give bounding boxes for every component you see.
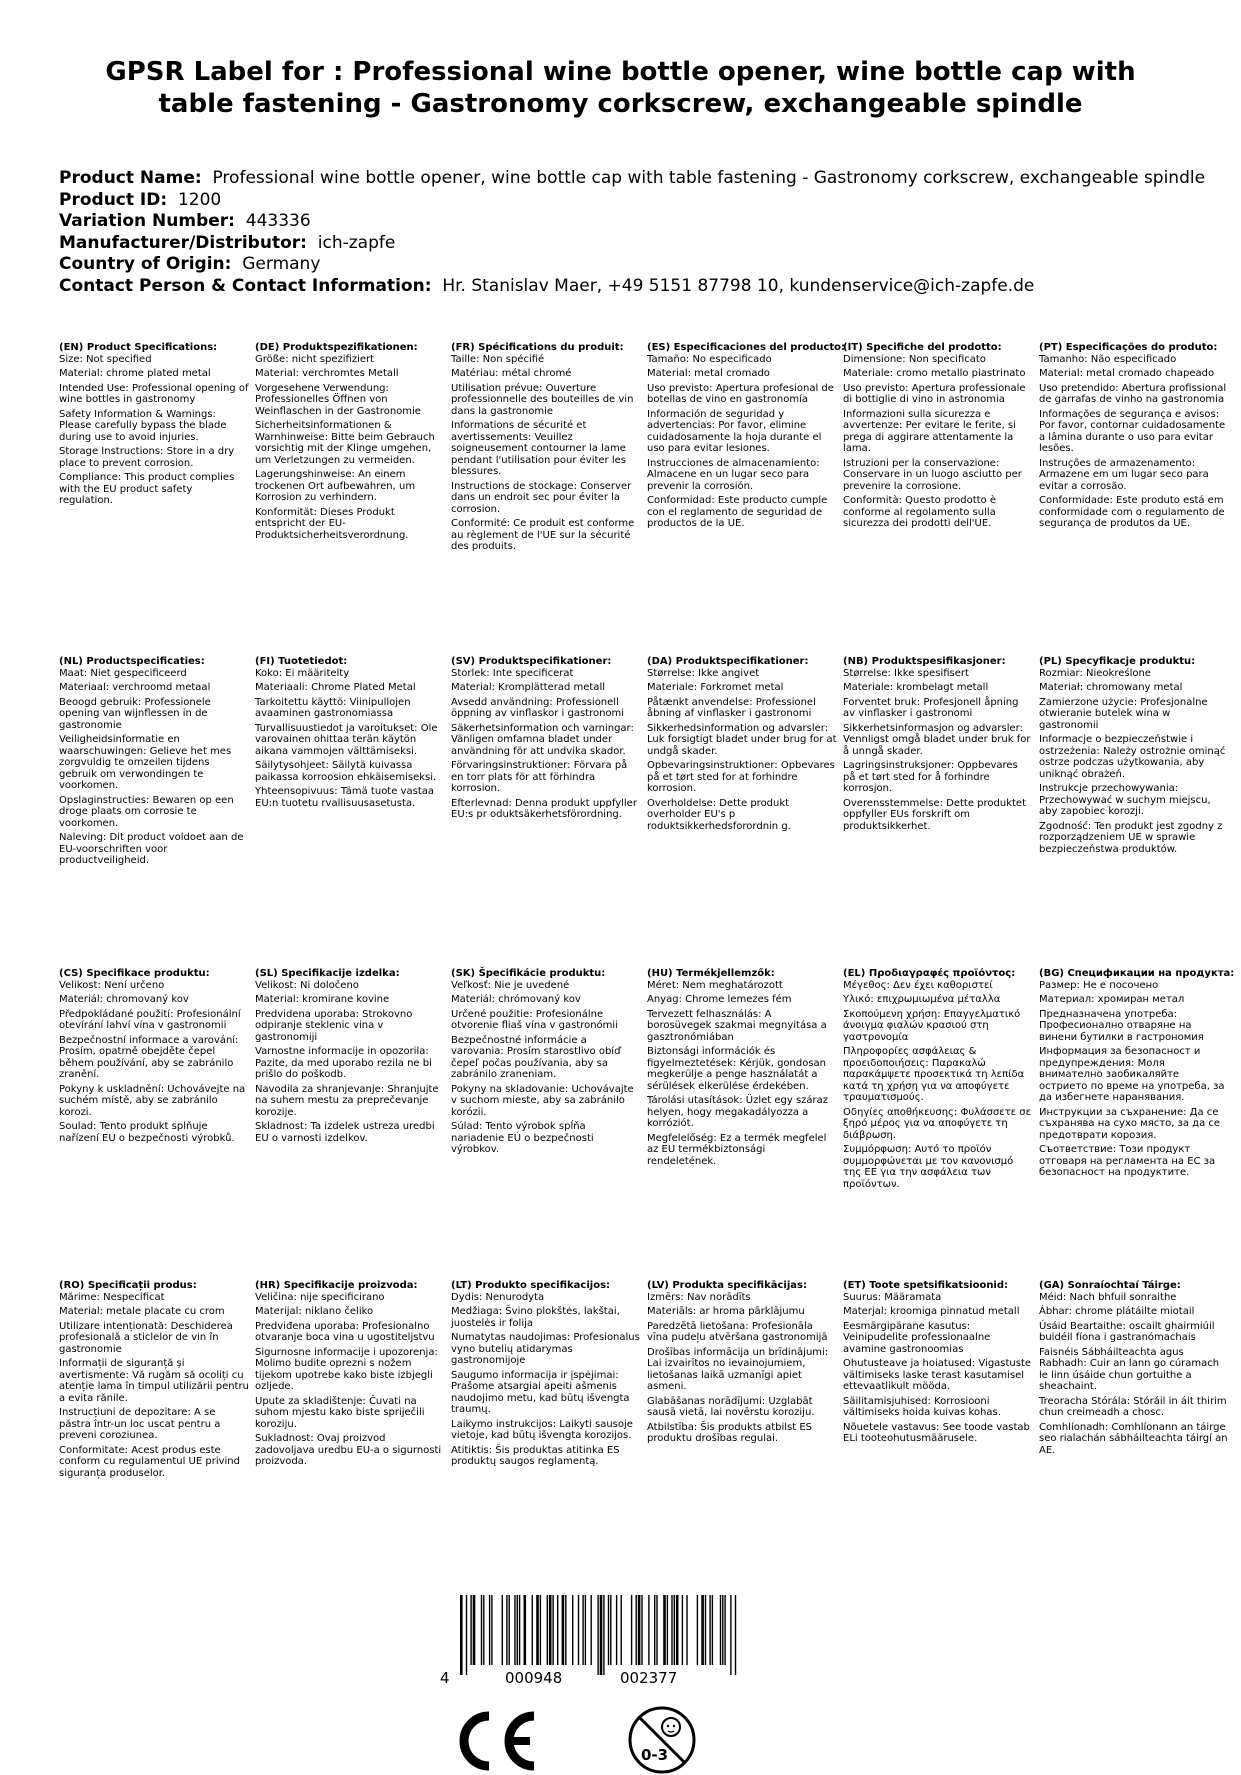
- spec-line: Veľkosť: Nie je uvedené: [451, 979, 570, 991]
- barcode-bar: [600, 1595, 603, 1675]
- spec-line: Materiál: chrómovaný kov: [451, 994, 581, 1005]
- spec-block: [255, 342, 445, 544]
- barcode-digits-left: 000948: [505, 1669, 563, 1685]
- barcode-bar: [509, 1595, 510, 1665]
- spec-line: Drošības informācija un brīdinājumi: Lai izvairītos no ievainojumiem, lietošanas laikā uzmanīgi apiet asmeni.: [647, 1346, 829, 1392]
- info-manufacturer: [59, 233, 1219, 255]
- spec-block: [1039, 1280, 1229, 1459]
- spec-block: [843, 1280, 1033, 1448]
- spec-line: Συμμόρφωση: Αυτό το προϊόν συμμορφώνεται με τον κανονισμό της ΕΕ για την ασφάλεια των προϊόντων.: [843, 1144, 1014, 1190]
- spec-line: Saugumo informacija ir įspėjimai: Prašome atsargiai apeiti ašmenis naudojimo metu, kad būtų išvengta traumų.: [451, 1369, 630, 1415]
- barcode-bars: [460, 1595, 736, 1675]
- barcode-bar: [682, 1595, 683, 1665]
- info-value: Germany: [242, 254, 321, 274]
- spec-block: [59, 1280, 249, 1482]
- barcode-bar: [631, 1595, 632, 1665]
- product-info: [59, 168, 1219, 297]
- spec-line: Rozmiar: Nieokreślone: [1039, 667, 1151, 679]
- spec-block: [59, 968, 249, 1147]
- spec-line: Materjal: kroomiga pinnatud metall: [843, 1306, 1020, 1317]
- spec-line: Instrucciones de almacenamiento: Almacene en un lugar seco para prevenir la corrosión.: [647, 457, 820, 492]
- barcode-bar: [638, 1595, 641, 1665]
- spec-block: [255, 968, 445, 1147]
- spec-line: Tamaño: No especificado: [647, 353, 772, 365]
- barcode-bar: [582, 1595, 583, 1665]
- spec-line: Intended Use: Professional opening of wine bottles in gastronomy: [59, 382, 249, 405]
- spec-block: [255, 656, 445, 812]
- barcode-bar: [730, 1595, 731, 1675]
- spec-line: Maat: Niet gespecificeerd: [59, 667, 187, 679]
- spec-line: Taille: Non spécifié: [451, 353, 545, 365]
- spec-line: Comhlíonadh: Comhlíonann an táirge seo rialachán sábháilteachta táirgí an AE.: [1039, 1421, 1228, 1456]
- spec-line: Materijal: niklano čeliko: [255, 1306, 374, 1317]
- barcode-bar: [701, 1595, 704, 1665]
- spec-line: Sikkerhetsinformasjon og advarsler: Vennligst omgå bladet under bruk for å unngå skader.: [843, 722, 1031, 757]
- spec-line: Upute za skladištenje: Čuvati na suhom mjestu kako biste spriječili koroziju.: [255, 1395, 425, 1430]
- spec-line: Materiale: cromo metallo piastrinato: [843, 368, 1026, 379]
- spec-heading: (DE) Produktspezifikationen:: [255, 342, 418, 353]
- spec-line: Naleving: Dit product voldoet aan de EU-voorschriften voor productveiligheid.: [59, 832, 244, 866]
- spec-line: Tarkoitettu käyttö: Viinipullojen avaaminen gastronomiassa: [255, 696, 411, 719]
- spec-line: Säilitamisjuhised: Korrosiooni vältimiseks hoida kuivas kohas.: [843, 1395, 1001, 1418]
- spec-line: Velikost: Ni določeno: [255, 979, 359, 991]
- spec-heading: (EN) Product Specifications:: [59, 342, 218, 353]
- spec-heading: (FI) Tuotetiedot:: [255, 656, 348, 667]
- spec-line: Opbevaringsinstruktioner: Opbevares på et tørt sted for at forhindre korrosion.: [647, 760, 835, 794]
- info-label: Country of Origin:: [59, 254, 232, 274]
- spec-line: Tamanho: Não especificado: [1039, 353, 1177, 365]
- spec-line: Utilisation prévue: Ouverture professionnelle des bouteilles de vin dans la gastronomie: [451, 382, 634, 417]
- spec-block: [59, 342, 249, 510]
- spec-line: Información de seguridad y advertencias: Por favor, elimine cuidadosamente la hoja durante el uso para evitar lesiones.: [647, 408, 822, 454]
- spec-line: Glabāšanas norādījumi: Uzglabāt sausā vietā, lai novērstu koroziju.: [647, 1395, 815, 1418]
- spec-line: Bezpečnostní informace a varování: Prosím, opatrně obejděte čepel během používání, aby se zabránilo zranění.: [59, 1034, 239, 1080]
- barcode-bar: [517, 1595, 518, 1665]
- spec-block: [647, 1280, 837, 1448]
- spec-line: Anyag: Chrome lemezes fém: [647, 994, 792, 1005]
- spec-line: Conformité: Ce produit est conforme au règlement de l'UE sur la sécurité des produits.: [451, 518, 635, 552]
- barcode-bar: [562, 1595, 565, 1665]
- barcode-bar: [565, 1595, 566, 1665]
- barcode-bar: [519, 1595, 520, 1665]
- spec-line: Sukladnost: Ovaj proizvod zadovoljava uredbu EU-a o sigurnosti proizvoda.: [255, 1433, 442, 1467]
- spec-line: Informazioni sulla sicurezza e avvertenze: Per evitare le ferite, si prega di aggirare attentamente la lama.: [843, 408, 1016, 454]
- info-contact: [59, 276, 1219, 298]
- label-title: GPSR Label for : Professional wine bottle opener, wine bottle cap with table fastening - Gastronomy corkscrew, exchangeable spindle: [105, 57, 1136, 119]
- spec-line: Navodila za shranjevanje: Shranjujte na suhem mestu za preprečevanje korozije.: [255, 1083, 439, 1118]
- barcode-bar: [491, 1595, 492, 1665]
- spec-line: Beoogd gebruik: Professionele opening van wijnflessen in de gastronomie: [59, 696, 211, 731]
- spec-line: Πληροφορίες ασφάλειας & προειδοποιήσεις: Παρακαλώ παρακάμψετε προσεκτικά τη λεπίδα κατά τη χρήση για να αποφύγετε τραυματισμούς.: [843, 1046, 1025, 1103]
- spec-line: Safety Information & Warnings: Please carefully bypass the blade during use to avoid injuries.: [59, 408, 227, 443]
- spec-line: Sicherheitsinformationen & Warnhinweise: Bitte beim Gebrauch vorsichtig mit der Klinge umgehen, um Verletzungen zu vermeiden.: [255, 420, 435, 466]
- barcode-bar: [466, 1595, 467, 1675]
- spec-line: Påtænkt anvendelse: Professionel åbning af vinflasker i gastronomi: [647, 696, 816, 719]
- spec-block: [647, 656, 837, 835]
- spec-heading: (PL) Specyfikacje produktu:: [1039, 656, 1196, 667]
- spec-line: Størrelse: Ikke angivet: [647, 667, 760, 679]
- info-label: Variation Number:: [59, 211, 235, 231]
- spec-line: Izmērs: Nav norādīts: [647, 1291, 751, 1303]
- spec-line: Megfelelőség: Ez a termék megfelel az EU termékbiztonsági rendeletének.: [647, 1132, 827, 1167]
- spec-heading: (ES) Especificaciones del producto:: [647, 342, 846, 353]
- spec-heading: (HR) Specifikacije proizvoda:: [255, 1280, 418, 1291]
- spec-line: Размер: Не е посочено: [1039, 979, 1159, 991]
- spec-line: Förvaringsinstruktioner: Förvara på en torr plats för att förhindra korrosion.: [451, 760, 628, 794]
- spec-line: Vorgesehene Verwendung: Professionelles Öffnen von Weinflaschen in der Gastronomie: [255, 382, 421, 417]
- spec-line: Dimensione: Non specificato: [843, 353, 986, 365]
- spec-line: Materiale: Forkromet metal: [647, 682, 784, 693]
- spec-line: Информация за безопасност и предупреждения: Моля внимателно заобикаляйте острието по време на употреба, за да избегнете наранявания.: [1039, 1046, 1225, 1103]
- spec-heading: (SK) Špecifikácie produktu:: [451, 968, 606, 979]
- spec-block: [1039, 656, 1229, 858]
- spec-line: Súlad: Tento výrobok spĺňa nariadenie EÚ o bezpečnosti výrobkov.: [451, 1121, 594, 1155]
- spec-line: Pokyny na skladovanie: Uchovávajte v suchom mieste, aby sa zabránilo korózii.: [451, 1083, 634, 1118]
- spec-line: Faisnéis Sábháilteachta agus Rabhadh: Cuir an lann go cúramach le linn úsáide chun gortuithe a sheachaint.: [1039, 1346, 1220, 1392]
- spec-line: Mărime: Nespecificat: [59, 1291, 165, 1303]
- spec-line: Istruzioni per la conservazione: Conservare in un luogo asciutto per prevenire la corrosione.: [843, 457, 1022, 492]
- spec-line: Efterlevnad: Denna produkt uppfyller EU:s pr oduktsäkerhetsförordning.: [451, 797, 637, 820]
- barcode-bar: [552, 1595, 553, 1665]
- spec-line: Οδηγίες αποθήκευσης: Φυλάσσετε σε ξηρό μέρος για να αποφύγετε τη διάβρωση.: [843, 1106, 1032, 1141]
- spec-block: [843, 656, 1033, 835]
- info-label: Product Name:: [59, 168, 202, 188]
- barcode-bar: [557, 1595, 558, 1665]
- spec-line: Informations de sécurité et avertissements: Veuillez soigneusement contourner la lame pendant l'utilisation pour éviter les blessures.: [451, 420, 626, 477]
- spec-line: Compliance: This product complies with the EU product safety regulation.: [59, 472, 235, 506]
- info-label: Manufacturer/Distributor:: [59, 232, 307, 253]
- barcode-bar: [514, 1595, 515, 1665]
- spec-line: Υλικό: επιχρωμιωμένα μέταλλα: [843, 994, 1001, 1005]
- spec-line: Предназначена употреба: Професионално отваряне на винени бутилки в гастрономия: [1039, 1008, 1204, 1043]
- spec-line: Størrelse: Ikke spesifisert: [843, 667, 969, 679]
- spec-line: Eesmärgipärane kasutus: Veinipudelite professionaalne avamine gastronoomias: [843, 1320, 991, 1355]
- spec-heading: (FR) Spécifications du produit:: [451, 342, 624, 353]
- spec-line: Tervezett felhasználás: A borosüvegek szakmai megnyitása a gasztronómiában: [647, 1008, 827, 1043]
- spec-line: Instrucțiuni de depozitare: A se păstra într-un loc uscat pentru a preveni coroziunea.: [59, 1407, 221, 1441]
- spec-line: Material: metal cromado chapeado: [1039, 368, 1215, 379]
- spec-line: Informații de siguranță și avertismente: Vă rugăm să ocoliți cu atenție lama în timpul utilizării pentru a evita rănile.: [59, 1358, 249, 1404]
- barcode-bar: [610, 1595, 611, 1665]
- spec-line: Säkerhetsinformation och varningar: Vänligen omfamna bladet under användning för att undvika skador.: [451, 722, 634, 757]
- ce-mark-icon: [454, 1710, 539, 1772]
- spec-line: Opslaginstructies: Bewaren op een droge plaats om corrosie te voorkomen.: [59, 794, 234, 829]
- spec-line: Numatytas naudojimas: Profesionalus vyno butelių atidarymas gastronomijoje: [451, 1332, 640, 1366]
- barcode-bar: [641, 1595, 642, 1665]
- spec-line: Material: verchromtes Metall: [255, 368, 399, 379]
- spec-line: Veiligheidsinformatie en waarschuwingen: Gelieve het mes zorgvuldig te omzeilen tijdens gebruik om verwondingen te voorkomen.: [59, 734, 232, 791]
- spec-block: [647, 342, 846, 533]
- spec-line: Lagringsinstruksjoner: Oppbevares på et tørt sted for å forhindre korrosjon.: [843, 760, 1018, 794]
- spec-line: Tárolási utasítások: Üzlet egy száraz helyen, hogy megakadályozza a korróziót.: [647, 1095, 829, 1129]
- spec-line: Sigurnosne informacije i upozorenja: Molimo budite oprezni s nožem tijekom upotrebe kako biste izbjegli ozljede.: [255, 1346, 438, 1392]
- spec-line: Material: metale placate cu crom: [59, 1306, 225, 1317]
- barcode-bar: [506, 1595, 507, 1665]
- spec-line: Sikkerhedsinformation og advarsler: Luk forsigtigt bladet under brug for at undgå skader.: [647, 722, 837, 757]
- info-variation-number: [59, 211, 1219, 233]
- info-value: Hr. Stanislav Maer, +49 5151 87798 10, kundenservice@ich-zapfe.de: [442, 275, 1035, 296]
- barcode-digits-right: 002377: [620, 1669, 678, 1685]
- spec-heading: (SL) Specifikacije izdelka:: [255, 968, 400, 979]
- age-range-text: 0-3: [641, 1746, 669, 1764]
- spec-line: Material: metal cromado: [647, 368, 770, 379]
- spec-block: [843, 968, 1033, 1193]
- spec-line: Materiał: chromowany metal: [1039, 682, 1183, 693]
- barcode-bar: [621, 1595, 622, 1665]
- barcode-bar: [712, 1595, 713, 1665]
- spec-line: Material: kromirane kovine: [255, 994, 390, 1005]
- spec-heading: (IT) Specifiche del prodotto:: [843, 342, 1002, 353]
- spec-line: Paredzētā lietošana: Profesionāla vīna pudeļu atvēršana gastronomijā: [647, 1320, 828, 1343]
- spec-line: Predviđena uporaba: Profesionalno otvaranje boca vina u ugostiteljstvu: [255, 1320, 435, 1343]
- spec-line: Biztonsági információk és figyelmeztetések: Kérjük, gondosan megkerülje a penge használatát a sérülések elkerülése érdekében.: [647, 1046, 827, 1092]
- spec-line: Turvallisuustiedot ja varoitukset: Ole varovainen ohittaa terän käytön aikana vammojen välttämiseksi.: [255, 722, 438, 757]
- info-value: 443336: [245, 211, 311, 231]
- spec-line: Conformitate: Acest produs este conform cu regulamentul UE privind siguranța produselor.: [59, 1444, 240, 1479]
- spec-block: [59, 656, 249, 870]
- spec-line: Konformität: Dieses Produkt entspricht der EU-Produktsicherheitsverordnung.: [255, 506, 409, 541]
- barcode-bar: [648, 1595, 649, 1665]
- spec-line: Informações de segurança e avisos: Por favor, contornar cuidadosamente a lâmina durante o uso para evitar lesões.: [1039, 408, 1226, 454]
- spec-line: Uso pretendido: Abertura profissional de garrafas de vinho na gastronomia: [1039, 382, 1227, 405]
- spec-line: Съответствие: Този продукт отговаря на регламента на ЕС за безопасност на продуктите.: [1039, 1144, 1216, 1178]
- barcode-bar: [524, 1595, 527, 1665]
- spec-heading: (HU) Termékjellemzők:: [647, 968, 775, 979]
- spec-line: Größe: nicht spezifiziert: [255, 353, 375, 365]
- spec-line: Conformidad: Este producto cumple con el reglamento de seguridad de productos de la UE.: [647, 495, 828, 529]
- info-value: ich-zapfe: [317, 232, 396, 253]
- spec-line: Varnostne informacije in opozorila: Pazite, da med uporabo rezila ne bi prišlo do poškodb.: [255, 1046, 432, 1080]
- spec-line: Storage Instructions: Store in a dry place to prevent corrosion.: [59, 446, 235, 469]
- barcode-bar: [547, 1595, 548, 1665]
- spec-line: Size: Not specified: [59, 353, 152, 365]
- spec-line: Material: Kromplätterad metall: [451, 682, 605, 693]
- spec-line: Soulad: Tento produkt splňuje nařízení EU o bezpečnosti výrobků.: [59, 1121, 235, 1144]
- barcode-digit-first: 4: [440, 1669, 450, 1685]
- spec-block: [451, 968, 641, 1159]
- spec-line: Skladnost: Ta izdelek ustreza uredbi EU o varnosti izdelkov.: [255, 1121, 435, 1144]
- spec-line: Ohutusteave ja hoiatused: Vigastuste vältimiseks laske terast kasutamisel ettevaatlikult mööda.: [843, 1358, 1032, 1392]
- barcode-bar: [591, 1595, 592, 1665]
- spec-line: Uso previsto: Apertura professionale di bottiglie di vino in astronomia: [843, 382, 1026, 405]
- spec-heading: (LT) Produkto specifikacijos:: [451, 1280, 611, 1291]
- spec-line: Conformità: Questo prodotto è conforme al regolamento sulla sicurezza dei prodotti dell'UE.: [843, 495, 997, 529]
- spec-line: Atbilstība: Šis produkts atbilst ES produktu drošības regulai.: [647, 1421, 813, 1444]
- spec-line: Materiale: krombelagt metall: [843, 682, 989, 693]
- barcode-bar: [572, 1595, 573, 1665]
- barcode-bar: [540, 1595, 541, 1665]
- barcode-bar: [667, 1595, 668, 1665]
- spec-line: Säilytysohjeet: Säilytä kuivassa paikassa korroosion ehkäisemiseksi.: [255, 760, 437, 783]
- barcode-bar: [470, 1595, 471, 1665]
- spec-line: Materiál: chromovaný kov: [59, 994, 189, 1005]
- info-product-name: [59, 168, 1219, 190]
- spec-line: Laikymo instrukcijos: Laikyti sausoje vietoje, kad būtų išvengta korozijos.: [451, 1418, 633, 1441]
- barcode-bar: [536, 1595, 539, 1665]
- spec-heading: (DA) Produktspecifikationer:: [647, 656, 809, 667]
- spec-heading: (NL) Productspecificaties:: [59, 656, 205, 667]
- barcode-bar: [671, 1595, 672, 1665]
- info-product-id: [59, 190, 1219, 212]
- info-value: Professional wine bottle opener, wine bottle cap with table fastening - Gastronomy corkscrew, exchangeable spindle: [212, 168, 1206, 188]
- spec-line: Yhteensopivuus: Tämä tuote vastaa EU:n tuotetu rvallisuusasetusta.: [255, 786, 434, 809]
- spec-heading: (CS) Specifikace produktu:: [59, 968, 210, 979]
- barcode-bar: [735, 1595, 736, 1675]
- spec-line: Zamierzone użycie: Profesjonalne otwieranie butelek wina w gastronomii: [1039, 696, 1208, 731]
- spec-heading: (ET) Toote spetsifikatsioonid:: [843, 1280, 1009, 1291]
- barcode-bar: [663, 1595, 666, 1665]
- barcode-bar: [473, 1595, 476, 1665]
- spec-line: Μέγεθος: Δεν έχει καθοριστεί: [843, 979, 993, 991]
- spec-heading: (EL) Προδιαγραφές προϊόντος:: [843, 968, 1016, 979]
- spec-line: Treoracha Stórála: Stóráil in áit thirim chun creimeadh a chosc.: [1039, 1395, 1227, 1418]
- barcode-bar: [709, 1595, 710, 1665]
- barcode-bar: [481, 1595, 482, 1665]
- spec-block: [451, 342, 641, 556]
- barcode-bar: [676, 1595, 679, 1665]
- spec-line: Overensstemmelse: Dette produktet oppfyller EUs forskrift om produktsikkerhet.: [843, 797, 1026, 832]
- barcode-bar: [597, 1595, 598, 1675]
- barcode-bar: [532, 1595, 533, 1665]
- barcode-bar: [705, 1595, 706, 1665]
- spec-line: Lagerungshinweise: An einem trockenen Ort aufbewahren, um Korrosion zu verhindern.: [255, 469, 416, 503]
- barcode-bar: [656, 1595, 657, 1665]
- spec-line: Pokyny k uskladnění: Uchovávejte na suchém místě, aby se zabránilo korozi.: [59, 1083, 246, 1118]
- spec-line: Suurus: Määramata: [843, 1291, 942, 1303]
- info-label: Contact Person & Contact Information:: [59, 275, 432, 296]
- spec-line: Материал: хромиран метал: [1039, 994, 1185, 1005]
- spec-line: Overholdelse: Dette produkt overholder EU's p roduktsikkerhedsforordnin g.: [647, 797, 791, 832]
- spec-line: Forventet bruk: Profesjonell åpning av vinflasker i gastronomi: [843, 696, 1019, 719]
- spec-block: [451, 1280, 641, 1471]
- not-for-children-0-3-icon: [627, 1705, 697, 1775]
- spec-line: Storlek: Inte specificerat: [451, 667, 574, 679]
- spec-line: Predvidena uporaba: Strokovno odpiranje steklenic vina v gastronomiji: [255, 1008, 413, 1043]
- spec-line: Uso previsto: Apertura profesional de botellas de vino en gastronomía: [647, 382, 834, 405]
- barcode-bar: [608, 1595, 609, 1665]
- spec-block: [843, 342, 1033, 533]
- spec-heading: (NB) Produktspesifikasjoner:: [843, 656, 1006, 667]
- spec-line: Dydis: Nenurodyta: [451, 1291, 545, 1303]
- spec-line: Atitiktis: Šis produktas atitinka ES produktų saugos reglamentą.: [451, 1444, 620, 1467]
- barcode-bar: [686, 1595, 687, 1665]
- barcode: [440, 1595, 745, 1685]
- spec-line: Σκοπούμενη χρήση: Επαγγελματικό άνοιγμα φιαλών κρασιού στη γαστρονομία: [843, 1008, 1021, 1043]
- spec-line: Nõuetele vastavus: See toode vastab ELi tooteohutusmäärusele.: [843, 1421, 1030, 1444]
- info-country-of-origin: [59, 254, 1219, 276]
- spec-line: Koko: Ei määritelty: [255, 667, 350, 679]
- barcode-bar: [720, 1595, 721, 1665]
- spec-line: Bezpečnostné informácie a varovania: Prosím starostlivo obíď čepeľ počas používania, aby sa zabránilo zraneniam.: [451, 1034, 621, 1080]
- spec-line: Méid: Nach bhfuil sonraithe: [1039, 1291, 1177, 1303]
- barcode-bar: [483, 1595, 484, 1665]
- info-value: 1200: [177, 189, 222, 210]
- barcode-bar: [697, 1595, 698, 1665]
- spec-heading: (GA) Sonraíochtaí Táirge:: [1039, 1280, 1181, 1291]
- spec-line: Instructions de stockage: Conserver dans un endroit sec pour éviter la corrosion.: [451, 480, 632, 515]
- barcode-bar: [549, 1595, 552, 1665]
- spec-heading: (RO) Specificații produs:: [59, 1280, 197, 1291]
- barcode-bar: [636, 1595, 637, 1665]
- spec-line: Avsedd användning: Professionell öppning av vinflaskor i gastronomi: [451, 696, 625, 719]
- barcode-bar: [722, 1595, 723, 1665]
- spec-line: Úsáid Beartaithe: oscailt ghairmiúil buidéil fíona i gastranómachais: [1039, 1320, 1215, 1343]
- spec-heading: (PT) Especificações do produto:: [1039, 342, 1218, 353]
- spec-line: Matériau: métal chromé: [451, 368, 572, 379]
- spec-block: [647, 968, 837, 1170]
- spec-line: Materiaal: verchroomd metaal: [59, 682, 211, 693]
- spec-heading: (SV) Produktspecifikationer:: [451, 656, 612, 667]
- spec-line: Instrukcje przechowywania: Przechowywać w suchym miejscu, aby zapobiec korozji.: [1039, 783, 1211, 817]
- spec-heading: (LV) Produkta specifikācijas:: [647, 1280, 807, 1291]
- spec-line: Informacje o bezpieczeństwie i ostrzeżenia: Należy ostrożnie ominąć ostrze podczas użytkowania, aby uniknąć obrażeń.: [1039, 734, 1226, 780]
- barcode-bar: [616, 1595, 617, 1665]
- spec-line: Veličina: nije specificirano: [255, 1291, 385, 1303]
- spec-line: Инструкции за съхранение: Да се съхранява на сухо място, за да се предотврати корозия.: [1039, 1106, 1221, 1141]
- spec-line: Ábhar: chrome plátáilte miotail: [1039, 1306, 1195, 1317]
- spec-line: Materiaali: Chrome Plated Metal: [255, 682, 416, 693]
- barcode-bar: [724, 1595, 725, 1665]
- spec-line: Předpokládané použití: Profesionální otevírání lahví vína v gastronomii: [59, 1008, 241, 1031]
- spec-line: Méret: Nem meghatározott: [647, 979, 783, 991]
- spec-block: [1039, 342, 1229, 533]
- spec-line: Utilizare intenționată: Deschiderea profesională a sticlelor de vin în gastronomie: [59, 1320, 233, 1355]
- spec-line: Conformidade: Este produto está em conformidade com o regulamento de segurança de produtos da UE.: [1039, 495, 1225, 529]
- barcode-bar: [502, 1595, 503, 1665]
- spec-line: Instruções de armazenamento: Armazene em um lugar seco para evitar a corrosão.: [1039, 457, 1209, 492]
- spec-line: Materiāls: ar hroma pārklājumu: [647, 1306, 805, 1317]
- spec-line: Velikost: Není určeno: [59, 979, 165, 991]
- barcode-bar: [603, 1595, 604, 1675]
- barcode-bar: [674, 1595, 675, 1665]
- barcode-bar: [654, 1595, 655, 1665]
- barcode-bar: [578, 1595, 579, 1665]
- info-label: Product ID:: [59, 189, 168, 210]
- spec-line: Material: chrome plated metal: [59, 368, 211, 379]
- barcode-bar: [585, 1595, 586, 1665]
- barcode-bar: [489, 1595, 490, 1665]
- barcode-bar: [460, 1595, 463, 1675]
- spec-line: Medžiaga: Švino plokštės, lakštai, juostelės ir folija: [451, 1306, 620, 1329]
- spec-block: [1039, 968, 1235, 1182]
- spec-line: Zgodność: Ten produkt jest zgodny z rozporządzeniem UE w sprawie bezpieczeństwa produktów.: [1039, 820, 1223, 855]
- spec-heading: (BG) Спецификации на продукта:: [1039, 968, 1235, 979]
- spec-line: Určené použitie: Profesionálne otvorenie fliaš vína v gastronómii: [451, 1008, 618, 1031]
- spec-block: [255, 1280, 445, 1471]
- spec-block: [451, 656, 641, 824]
